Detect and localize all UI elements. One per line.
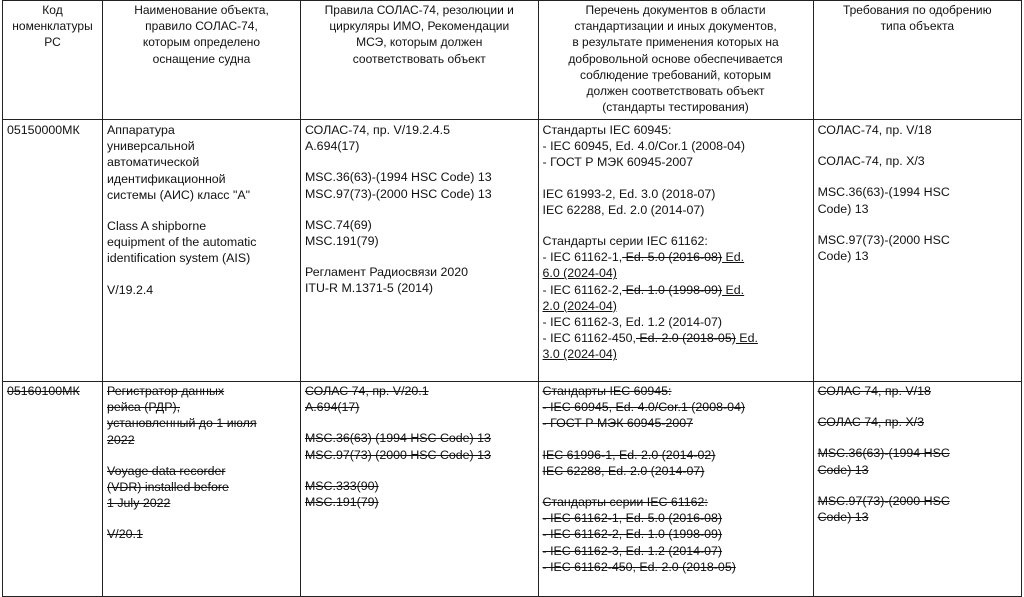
header-row — [3, 1, 1022, 120]
inserted-text: 2.0 (2024-04) — [542, 298, 617, 313]
cell-rules: СОЛАС 74, пр. V/20.1 A.694(17) MSC.36(63) (1994 HSC Code) 13 MSC.97(73) (2000 HSC Code) 13 MSC.333(90) MSC.191(79) — [300, 382, 538, 597]
deleted-text: Ed. 5.0 (2016-08) — [622, 250, 723, 265]
table-row — [3, 382, 1022, 597]
inserted-text: 6.0 (2024-04) — [542, 266, 617, 281]
standard-entry: - IEC 61162-2, Ed. 1.0 (1998-09) Ed. — [542, 282, 745, 297]
cell-standards: Стандарты IEC 60945: - IEC 60945, Ed. 4.0/Cor.1 (2008-04) - ГОСТ Р МЭК 60945-2007 IEC 61993-2, Ed. 3.0 (2018-07) IEC 62288, Ed. 2.0 (2014-07) Стандарты серии IEC 61162: - IEC 61162-1, Ed. 5.0 (2016-08) Ed. 6.0 (2024-04) - IEC 61162-2, Ed. 1.0 (1998-09) Ed. 2.0 (2024-04) - IEC 61162-3, Ed. 1.2 (2014-07) - IEC 61162-450, Ed. 2.0 (2018-05) Ed. 3.0 (2024-04) — [538, 120, 813, 382]
header-code: Код номенклатуры РС — [3, 1, 103, 120]
nomenclature-code: 05150000МК — [7, 123, 80, 137]
inserted-text: Ed. — [722, 250, 745, 265]
deleted-text: Ed. 2.0 (2018-05) — [635, 331, 736, 346]
nomenclature-code: 05160100МК — [7, 384, 80, 398]
deleted-text: Ed. 1.0 (1998-09) — [622, 282, 723, 297]
regulation-table — [2, 0, 1022, 597]
header-name: Наименование объекта, правило СОЛАС-74, которым определено оснащение судна — [103, 1, 301, 120]
inserted-text: Ed. — [735, 331, 758, 346]
cell-approval: СОЛАС-74, пр. V/18 СОЛАС-74, пр. X/3 MSC.36(63)-(1994 HSC Code) 13 MSC.97(73)-(2000 HSC Code) 13 — [813, 120, 1021, 382]
inserted-text: 3.0 (2024-04) — [542, 347, 617, 362]
cell-approval: СОЛАС 74, пр. V/18 СОЛАС 74, пр. X/3 MSC.36(63)-(1994 HSC Code) 13 MSC.97(73)-(2000 HSC Code) 13 — [813, 382, 1021, 597]
cell-standards: Стандарты IEC 60945: - IEC 60945, Ed. 4.0/Cor.1 (2008-04) - ГОСТ Р МЭК 60945-2007 IEC 61996-1, Ed. 2.0 (2014-02) IEC 62288, Ed. 2.0 (2014-07) Стандарты серии IEC 61162: - IEC 61162-1, Ed. 5.0 (2016-08) - IEC 61162-2, Ed. 1.0 (1998-09) - IEC 61162-3, Ed. 1.2 (2014-07) - IEC 61162-450, Ed. 2.0 (2018-05) — [538, 382, 813, 597]
cell-name: Аппаратура универсальной автоматической идентификационной системы (АИС) класс "А" Class A shipborne equipment of the automatic identification system (AIS) V/19.2.4 — [103, 120, 301, 382]
header-standards: Перечень документов в области стандартизации и иных документов, в результате применения которых на добровольной основе обеспечивается соблюдение требований, которым должен соответствовать объект (стандарты тестирования) — [538, 1, 813, 120]
cell-name: Регистратор данных рейса (РДР), установленный до 1 июля 2022 Voyage data recorder (VDR) installed before 1 July 2022 V/20.1 — [103, 382, 301, 597]
standard-entry: - IEC 61162-1, Ed. 5.0 (2016-08) Ed. — [542, 250, 745, 265]
cell-code — [3, 120, 103, 382]
header-approval: Требования по одобрению типа объекта — [813, 1, 1021, 120]
cell-rules: СОЛАС-74, пр. V/19.2.4.5 A.694(17) MSC.36(63)-(1994 HSC Code) 13 MSC.97(73)-(2000 HSC Code) 13 MSC.74(69) MSC.191(79) Регламент Радиосвязи 2020 ITU-R M.1371-5 (2014) — [300, 120, 538, 382]
inserted-text: Ed. — [722, 282, 745, 297]
cell-code — [3, 382, 103, 597]
header-rules: Правила СОЛАС-74, резолюции и циркуляры ИМО, Рекомендации МСЭ, которым должен соответствовать объект — [300, 1, 538, 120]
standard-entry: - IEC 61162-450, Ed. 2.0 (2018-05) Ed. — [542, 331, 758, 346]
table-row — [3, 120, 1022, 382]
